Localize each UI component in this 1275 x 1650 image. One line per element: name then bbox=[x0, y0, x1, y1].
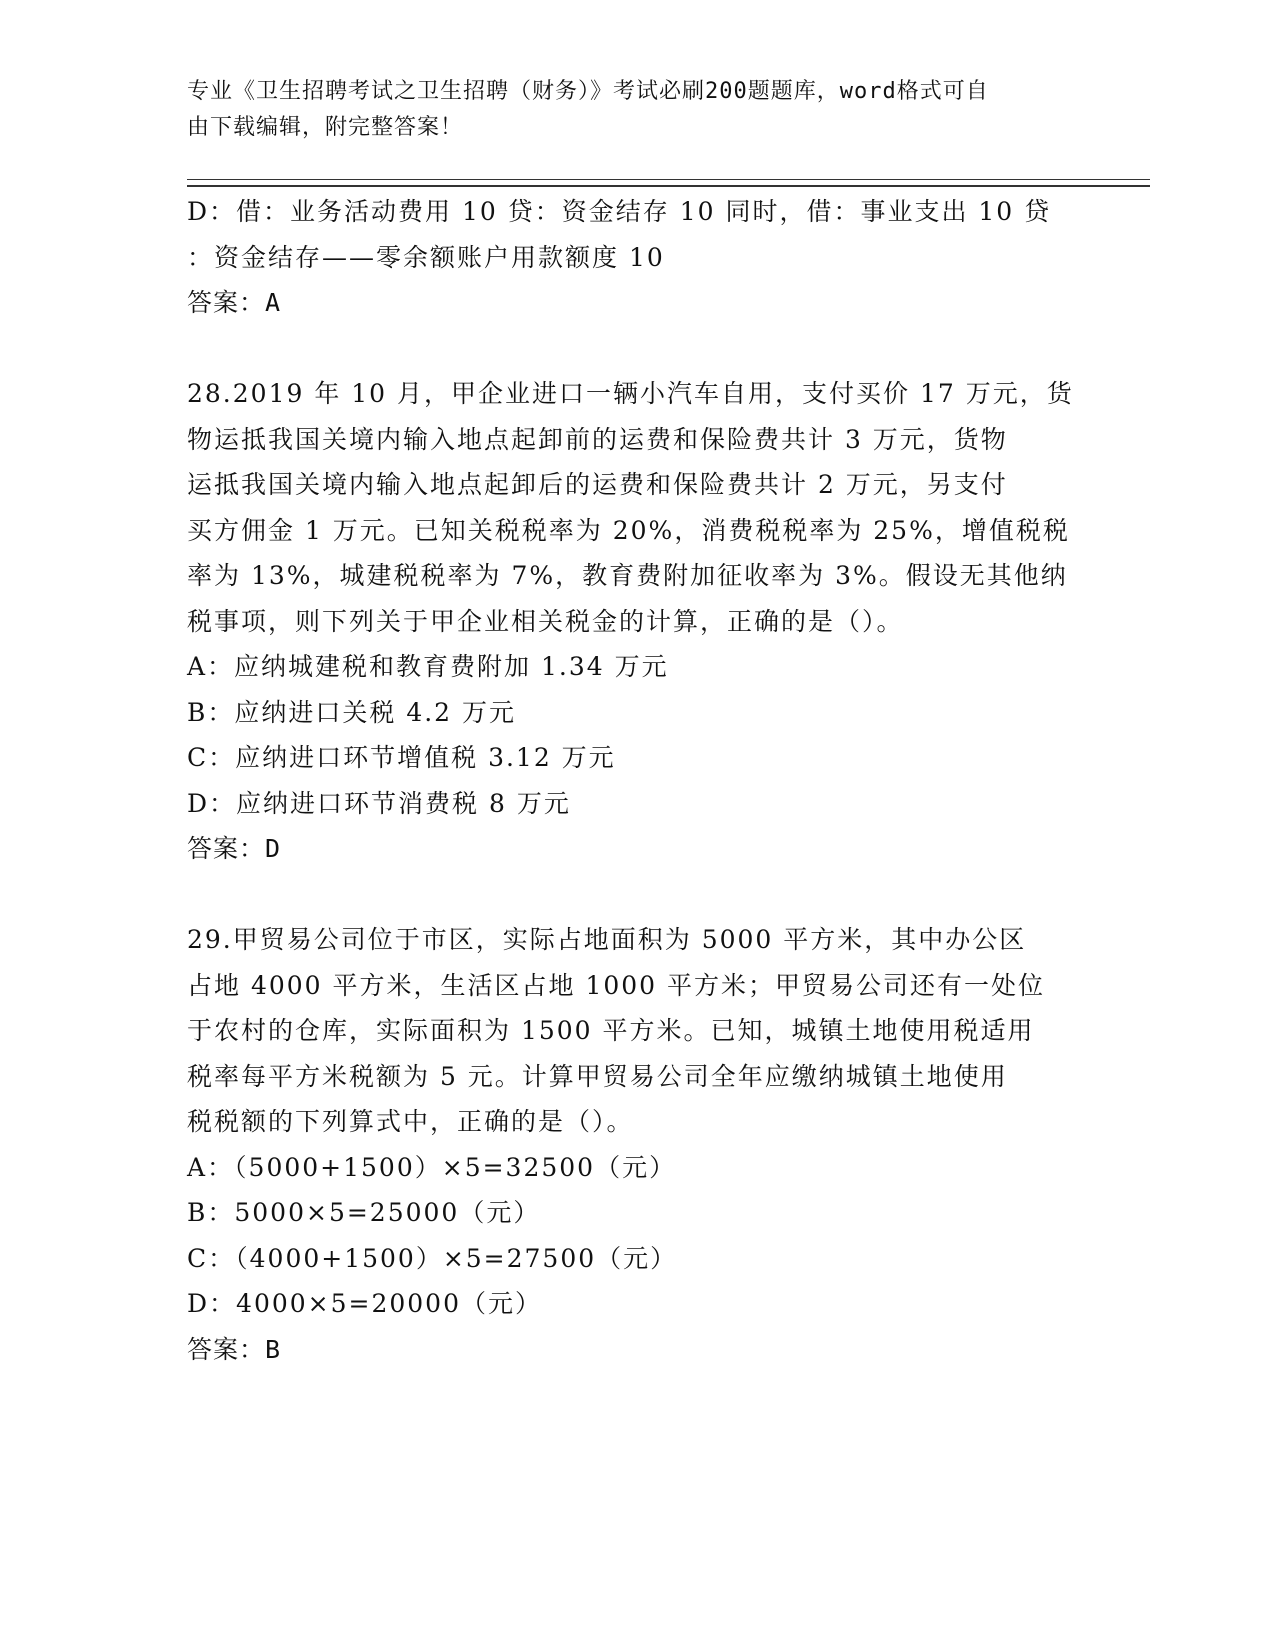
answer-line: 答案：A bbox=[187, 288, 282, 317]
option-b: B：应纳进口关税 4.2 万元 bbox=[187, 697, 517, 727]
option-a: A：应纳城建税和教育费附加 1.34 万元 bbox=[187, 652, 669, 681]
question-text-line: 于农村的仓库，实际面积为 1500 平方米。已知，城镇土地使用税适用 bbox=[187, 1016, 1035, 1045]
option-d: D：应纳进口环节消费税 8 万元 bbox=[187, 788, 571, 818]
header-divider-thin bbox=[187, 179, 1150, 180]
answer-line: 答案：D bbox=[187, 834, 282, 863]
header-line-1: 专业《卫生招聘考试之卫生招聘（财务）》考试必刷200题题库，word格式可自 bbox=[187, 79, 989, 104]
question-text-line: 29.甲贸易公司位于市区，实际占地面积为 5000 平方米，其中办公区 bbox=[187, 925, 1027, 954]
spacer bbox=[187, 326, 1087, 372]
option-a: A：（5000+1500）×5=32500（元） bbox=[187, 1152, 677, 1182]
option-d-line-2: ：资金结存——零余额账户用款额度 10 bbox=[187, 242, 665, 272]
page-header bbox=[187, 74, 1087, 146]
question-text-line: 税税额的下列算式中，正确的是（）。 bbox=[187, 1107, 634, 1136]
option-d-line-1: D：借：业务活动费用 10 贷：资金结存 10 同时，借：事业支出 10 贷 bbox=[187, 197, 1052, 226]
question-text-line: 物运抵我国关境内输入地点起卸前的运费和保险费共计 3 万元，货物 bbox=[187, 424, 1008, 454]
option-d: D：4000×5=20000（元） bbox=[187, 1289, 542, 1318]
option-c: C：（4000+1500）×5=27500（元） bbox=[187, 1243, 678, 1273]
header-divider-thick bbox=[187, 185, 1150, 187]
spacer bbox=[187, 872, 1087, 918]
previous-question-tail bbox=[187, 189, 1087, 326]
question-text-line: 税事项，则下列关于甲企业相关税金的计算，正确的是（）。 bbox=[187, 606, 904, 636]
header-line-2: 由下载编辑，附完整答案！ bbox=[187, 115, 464, 140]
question-29 bbox=[187, 917, 1087, 1372]
question-text-line: 率为 13%，城建税税率为 7%，教育费附加征收率为 3%。假设无其他纳 bbox=[187, 561, 1068, 590]
question-text-line: 占地 4000 平方米，生活区占地 1000 平方米；甲贸易公司还有一处位 bbox=[187, 970, 1046, 1000]
answer-line: 答案：B bbox=[187, 1334, 282, 1364]
question-text-line: 税率每平方米税额为 5 元。计算甲贸易公司全年应缴纳城镇土地使用 bbox=[187, 1061, 1008, 1091]
option-b: B：5000×5=25000（元） bbox=[187, 1198, 541, 1227]
document-body bbox=[187, 189, 1087, 1372]
question-text-line: 运抵我国关境内输入地点起卸后的运费和保险费共计 2 万元，另支付 bbox=[187, 470, 1008, 499]
question-28 bbox=[187, 371, 1087, 872]
question-text-line: 买方佣金 1 万元。已知关税税率为 20%，消费税税率为 25%，增值税税 bbox=[187, 515, 1070, 545]
option-c: C：应纳进口环节增值税 3.12 万元 bbox=[187, 743, 616, 772]
question-text-line: 28.2019 年 10 月，甲企业进口一辆小汽车自用，支付买价 17 万元，货 bbox=[187, 379, 1074, 408]
